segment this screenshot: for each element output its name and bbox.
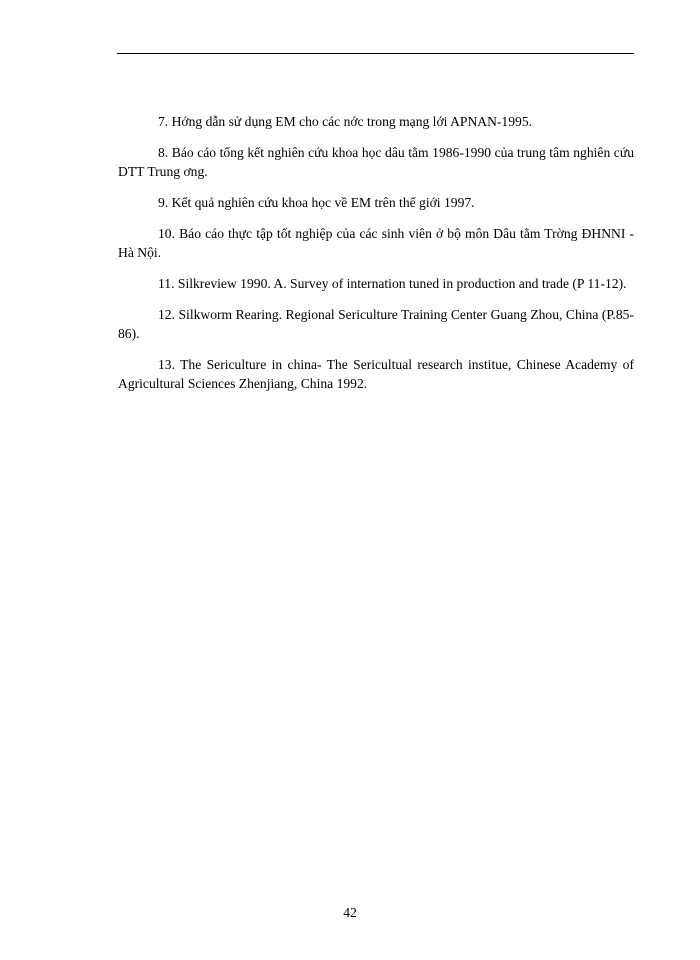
reference-item-9: 9. Kết quả nghiên cứu khoa học về EM trên thế giới 1997. xyxy=(158,195,475,210)
reference-item-12: 12. Silkworm Rearing. Regional Sericulture Training Center Guang Zhou, China (P.85-86). xyxy=(118,307,634,341)
page-number: 42 xyxy=(343,905,357,920)
reference-item-7: 7. Hớng dẫn sử dụng EM cho các nớc trong mạng lới APNAN-1995. xyxy=(158,114,533,129)
header-rule xyxy=(117,53,634,54)
reference-item-8: 8. Báo cáo tổng kết nghiên cứu khoa học dâu tằm 1986-1990 của trung tâm nghiên cứu DTT Trung ơng. xyxy=(118,145,634,179)
reference-list xyxy=(118,112,634,405)
reference-item-11: 11. Silkreview 1990. A. Survey of internation tuned in production and trade (P 11-12). xyxy=(158,276,627,291)
reference-item-10: 10. Báo cáo thực tập tốt nghiệp của các sinh viên ở bộ môn Dâu tằm Trờng ĐHNNI - Hà Nội. xyxy=(118,226,634,260)
reference-item-13: 13. The Sericulture in china- The Sericultual research institue, Chinese Academy of Agricultural Sciences Zhenjiang, China 1992. xyxy=(118,357,634,391)
